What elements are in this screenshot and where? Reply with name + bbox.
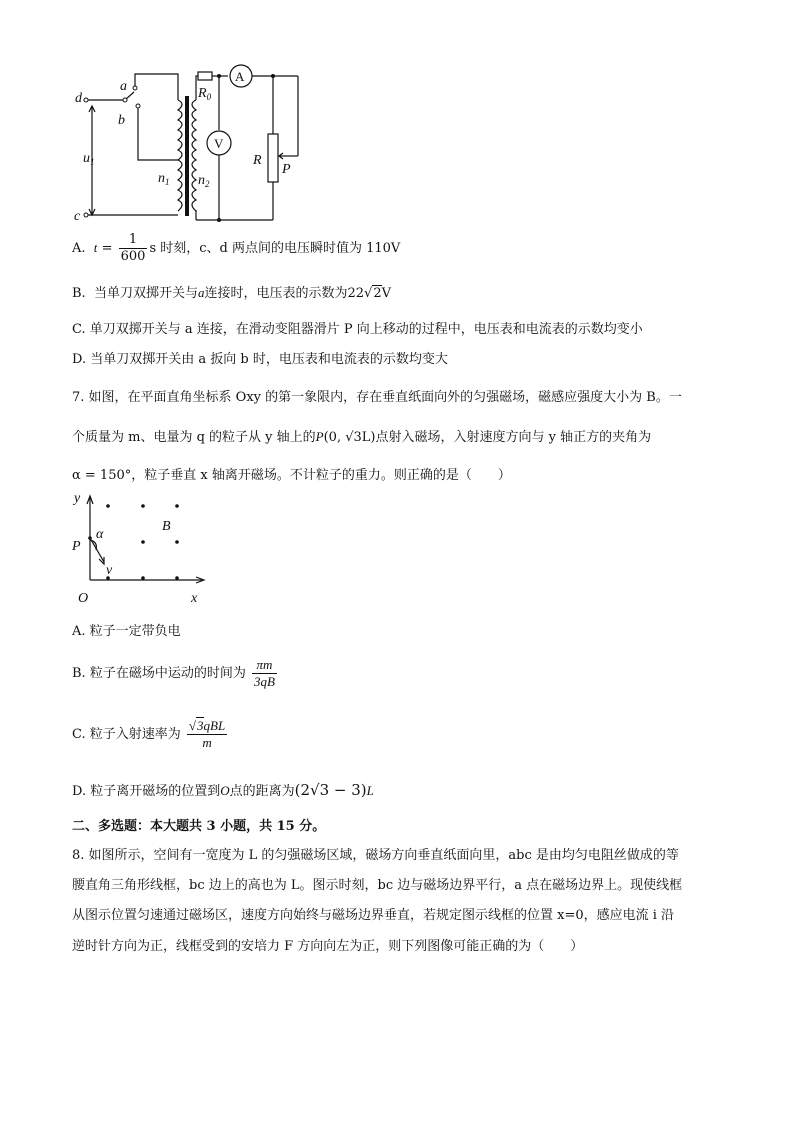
q8-line3: 从图示位置匀速通过磁场区，速度方向始终与磁场边界垂直，若规定图示线框的位置 x=0，感应电流 i 沿 xyxy=(72,908,675,923)
axis-y-label: y xyxy=(74,491,81,506)
label-c: c xyxy=(74,209,81,224)
alpha-label: α xyxy=(96,527,104,542)
q6-option-c: C. 单刀双掷开关与 a 连接，在滑动变阻器滑片 P 向上移动的过程中，电压表和电流表的示数均变小 xyxy=(72,322,643,337)
q7-option-c: C. 粒子入射速率为 $\frac{\text{√3qBL}}{m}$ xyxy=(72,718,226,750)
label-d: d xyxy=(75,91,82,106)
transformer-circuit-diagram xyxy=(70,62,310,232)
voltmeter-label: V xyxy=(214,136,224,151)
field-b-label: B xyxy=(162,519,171,534)
label-b: b xyxy=(118,113,125,128)
origin-label: O xyxy=(78,591,89,606)
ammeter-label: A xyxy=(235,69,245,84)
q7-stem-line3: α = 150°，粒子垂直 x 轴离开磁场。不计粒子的重力。则正确的是（ ） xyxy=(72,468,511,483)
label-r: R xyxy=(253,153,262,168)
label-r0: $R_0$ xyxy=(198,86,212,102)
q7-stem-line1: 7. 如图，在平面直角坐标系 Oxy 的第一象限内，存在垂直纸面向外的匀强磁场，磁感应强度大小为 B。一 xyxy=(72,390,682,405)
point-p-label: P xyxy=(72,539,81,554)
q7-option-d: D. 粒子离开磁场的位置到O点的距离为(2√3 − 3)L xyxy=(72,781,374,799)
q8-line2: 腰直角三角形线框，bc 边上的高也为 L。图示时刻，bc 边与磁场边界平行，a 点在磁场边界上。现使线框 xyxy=(72,878,683,893)
q6-option-d: D. 当单刀双掷开关由 a 扳向 b 时，电压表和电流表的示数均变大 xyxy=(72,352,448,367)
q8-line1: 8. 如图所示，空间有一宽度为 L 的匀强磁场区域，磁场方向垂直纸面向里，abc 是由均匀电阻丝做成的等 xyxy=(72,848,679,863)
section-title: 二、多选题：本大题共 3 小题，共 15 分。 xyxy=(72,819,326,834)
label-u1: $u_1$ xyxy=(83,151,95,167)
fraction: $\frac{1}{600}$ xyxy=(120,232,146,264)
label-p: P xyxy=(282,162,291,177)
fraction: $\frac{\text{√3qBL}}{m}$ xyxy=(188,718,226,750)
q7-option-b: B. 粒子在磁场中运动的时间为 $\frac{\pi m}{3qB}$ xyxy=(72,657,275,689)
q6-option-b: B. 当单刀双掷开关与a连接时，电压表的示数为22√2V xyxy=(72,285,391,301)
q7-stem-line2: 个质量为 m、电量为 q 的粒子从 y 轴上的P(0, √3L)点射入磁场，入射速度方向与 y 轴正方的夹角为 xyxy=(72,429,652,445)
q6-option-a: A. t = $\frac{1}{600}$ s 时刻，c、d 两点间的电压瞬时值为 110V xyxy=(72,232,401,264)
label-n2: $n_2$ xyxy=(198,173,210,189)
label-n1: $n_1$ xyxy=(158,171,170,187)
fraction: $\frac{\pi m}{3qB}$ xyxy=(253,657,275,689)
velocity-label: v xyxy=(106,563,113,578)
q7-magnetic-field-figure xyxy=(70,488,210,608)
label-a: a xyxy=(120,79,127,94)
axis-x-label: x xyxy=(191,591,198,606)
q7-option-a: A. 粒子一定带负电 xyxy=(72,624,181,639)
q8-line4: 逆时针方向为正，线框受到的安培力 F 方向向左为正，则下列图像可能正确的为（ ） xyxy=(72,939,584,954)
